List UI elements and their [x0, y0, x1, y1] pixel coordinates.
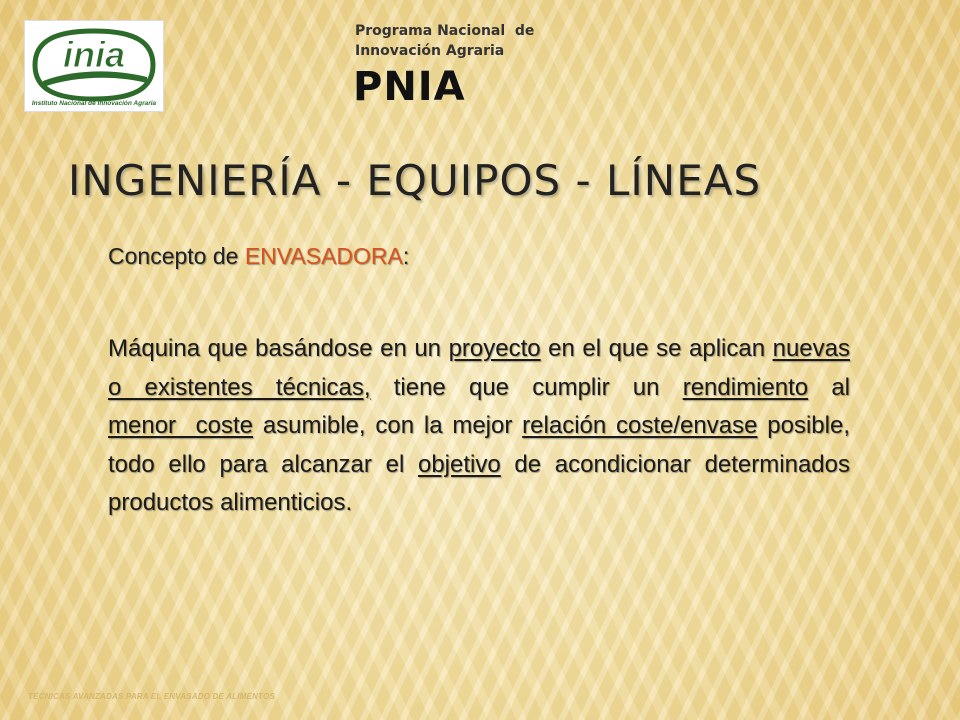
body-text: posible, todo ello para alcanzar el [108, 412, 850, 478]
concept-prefix: Concepto de [108, 243, 245, 269]
body-text: asumible, con la mejor [253, 412, 523, 439]
logo-caption: Instituto Nacional de Innovación Agraria [31, 100, 157, 107]
underlined-term: proyecto [448, 335, 541, 362]
inia-logo-graphic [25, 21, 163, 111]
program-line-1: Programa Nacional de [355, 23, 535, 39]
underlined-term: menor coste [108, 412, 254, 439]
slide-footer: TÉCNICAS AVANZADAS PARA EL ENVASADO DE ALIMENTOS [28, 692, 275, 701]
body-text: Máquina que basándose en un [108, 335, 449, 362]
underlined-term: nuevas o existentes técnicas, [108, 335, 850, 401]
program-line-2: Innovación Agraria [355, 43, 505, 59]
concept-highlight: ENVASADORA [244, 243, 403, 269]
concept-suffix: : [402, 243, 410, 269]
slide-title: INGENIERÍA - EQUIPOS - LÍNEAS [68, 156, 762, 205]
body-text: al [808, 373, 850, 401]
program-acronym: PNIA [353, 64, 466, 110]
underlined-term: rendimiento [682, 373, 809, 401]
inia-wordmark: inia [62, 34, 126, 75]
inia-logo [24, 20, 164, 112]
body-text: en el que se aplican [540, 335, 773, 362]
body-text: tiene que cumplir un [370, 373, 683, 401]
definition-paragraph [108, 330, 850, 523]
body-text: de acondicionar determinados productos alimenticios. [108, 450, 850, 516]
program-name [355, 21, 534, 61]
underlined-term: relación coste/envase [522, 412, 758, 439]
underlined-term: objetivo [417, 450, 501, 478]
concept-heading [108, 243, 409, 270]
